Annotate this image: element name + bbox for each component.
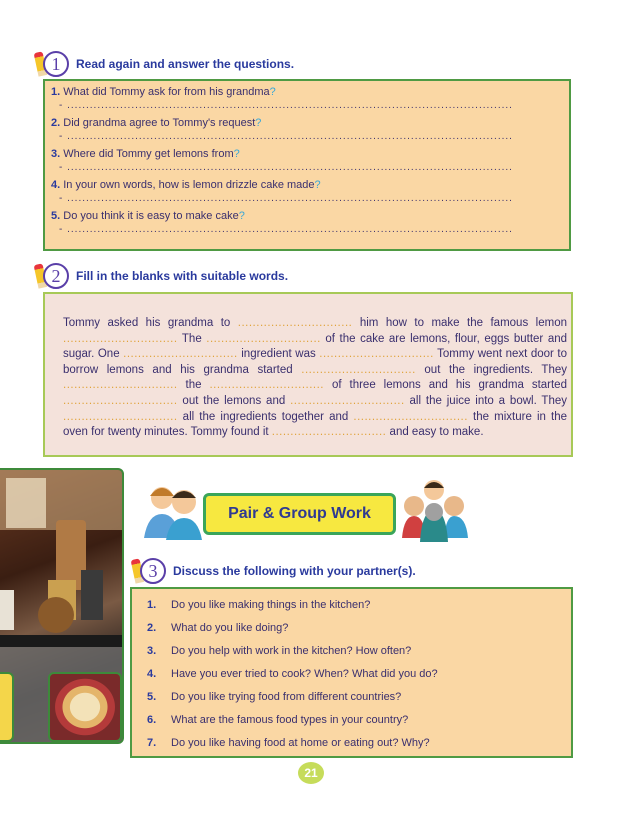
- blank-field[interactable]: ...............................: [237, 317, 353, 329]
- questions-box: [43, 79, 571, 251]
- blank-field[interactable]: ...............................: [290, 394, 405, 407]
- discussion-box: [130, 587, 573, 758]
- blank-field[interactable]: ...............................: [123, 348, 238, 361]
- answer-line[interactable]: - ......................................................................................................................: [59, 131, 513, 141]
- answer-line[interactable]: - ......................................................................................................................: [59, 100, 513, 110]
- section-title: Discuss the following with your partner(s).: [173, 564, 416, 578]
- question-item: 3. Where did Tommy get lemons from?: [51, 148, 240, 160]
- fill-blanks-paragraph: Tommy asked his grandma to ............................... him how to make the famous lemon ............................... The ............................... of the cake are lemons, flour, eggs butter and sugar. One ............................... ingredient was ............................... Tommy went next door to borrow lemons and his grandma started ............................... out the ingredients. They ............................... the ............................... of three lemons and his grandma started ............................... out the lemons and ............................... all the juice into a bowl. They ............................... all the ingredients together and ............................... the mixture in the oven for twenty minutes. Tommy found it ............................... and easy to make.: [63, 317, 568, 439]
- discussion-item: 7. Do you like having food at home or eating out? Why?: [147, 737, 430, 749]
- pair-people-icon: [140, 478, 204, 540]
- answer-line[interactable]: - ......................................................................................................................: [59, 224, 513, 234]
- discussion-item: 2. What do you like doing?: [147, 622, 289, 634]
- discussion-item: 1. Do you like making things in the kitchen?: [147, 599, 371, 611]
- pair-group-work-banner: Pair & Group Work: [203, 493, 396, 535]
- pencil-number-badge: [36, 262, 74, 290]
- blank-field[interactable]: ...............................: [63, 394, 178, 407]
- fill-blanks-box: [43, 292, 573, 457]
- question-item: 4. In your own words, how is lemon drizzle cake made?: [51, 179, 321, 191]
- lemon-photo: [0, 672, 14, 742]
- discussion-item: 6. What are the famous food types in your country?: [147, 714, 409, 726]
- section-number: 2: [43, 263, 69, 289]
- question-item: 1. What did Tommy ask for from his grandma?: [51, 86, 276, 98]
- blank-field[interactable]: ...............................: [353, 410, 468, 423]
- section-title: Fill in the blanks with suitable words.: [76, 269, 289, 283]
- blank-field[interactable]: ...............................: [206, 332, 321, 345]
- blank-field[interactable]: ...............................: [271, 426, 387, 439]
- group-people-icon: [398, 476, 472, 542]
- question-item: 5. Do you think it is easy to make cake?: [51, 210, 245, 222]
- pencil-number-badge: [133, 557, 171, 585]
- section-2-header: [36, 262, 288, 290]
- discussion-item: 4. Have you ever tried to cook? When? What did you do?: [147, 668, 438, 680]
- section-3-header: [133, 557, 416, 585]
- question-item: 2. Did grandma agree to Tommy's request?: [51, 117, 262, 129]
- answer-line[interactable]: - ......................................................................................................................: [59, 193, 513, 203]
- section-number: 3: [140, 558, 166, 584]
- discussion-item: 5. Do you like trying food from different countries?: [147, 691, 402, 703]
- blank-field[interactable]: ...............................: [63, 379, 178, 392]
- blank-field[interactable]: ...............................: [63, 332, 178, 345]
- blank-field[interactable]: ...............................: [301, 363, 416, 376]
- cake-photo: [48, 672, 122, 742]
- discussion-item: 3. Do you help with work in the kitchen? How often?: [147, 645, 412, 657]
- answer-line[interactable]: - ......................................................................................................................: [59, 162, 513, 172]
- blank-field[interactable]: ...............................: [209, 379, 325, 392]
- blank-field[interactable]: ...............................: [319, 348, 434, 361]
- pencil-number-badge: [36, 50, 74, 78]
- section-1-header: [36, 50, 294, 78]
- section-number: 1: [43, 51, 69, 77]
- blank-field[interactable]: ...............................: [63, 410, 178, 423]
- section-title: Read again and answer the questions.: [76, 57, 295, 71]
- page-number: 21: [298, 762, 324, 784]
